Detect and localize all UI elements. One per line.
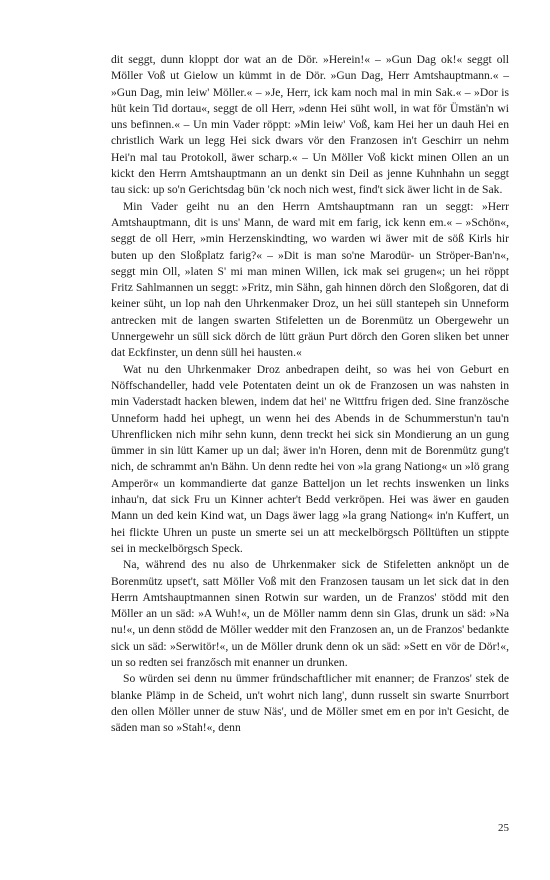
page-number: 25 [498, 822, 509, 834]
paragraph-3: Wat nu den Uhrkenmaker Droz anbedrapen deiht, so was hei von Geburt en Nöffschandeller, hadd vele Potentaten deint un ok de Franzosen un was nahsten in min Vaderstadt hacken blewen, indem dat hei' ne Wittfru frigen ded. Sine französche Unneform hadd hei uphegt, un wenn hei des Abends in de Schummerstun'n tau'n Uhrenflicken nich mihr sehn kunn, denn treckt hei sick sin Mondierung an un gung ümmer in sin lütt Kamer up un dal; äwer in'n Horen, denn mit de Borenmütz gung't nich, de schrammt an'n Bähn. Un denn redte hei von »la grang Nationg« un »lö grang Amperör« un kommandierte dat ganze Batteljon un let rechts inswenken un links inhau'n, dat sick Fru un Kinner achter't Bedd verkröpen. Hei was äwer en gauden Mann un ded kein Kind wat, un Dags äwer lagg »la grang Nationg« in'n Kuffert, un hei flickte Uhren un puste un smerte sei un att meckelbörgsch Pölltüften un stippte sei in meckelbörgsch Speck. [111, 362, 509, 555]
body-text [111, 52, 509, 736]
paragraph-2: Min Vader geiht nu an den Herrn Amtshauptmann ran un seggt: »Herr Amtshauptmann, dit is uns' Mann, de ward mit em farig, ick kenn em.« – »Schön«, seggt de oll Herr, »min Herzenskindting, wo warden wi äwer mit de söß Kirls hir buten up den Sloßplatz farig?« – »Dit is man so'ne Marodür- un Ströper-Ban'n«, seggt min Oll, »laten S' mi man minen Willen, ick mak sei grugen«; un hei röppt Fritz Sahlmannen un seggt: »Fritz, min Sähn, gah hinnen dörch den Sloßgoren, dat di keiner süht, un lop nah den Uhrkenmaker Droz, un hei süll stantepeh sin Unneform antrecken mit de langen swarten Stifeletten un de Borenmütz un Obergewehr un Unnergewehr un süll sick dörch de lütt gräun Purt dörch den Goren sliken bet unner dat Eckfinster, un denn süll hei hausten.« [111, 199, 509, 360]
paragraph-1: dit seggt, dunn kloppt dor wat an de Dör. »Herein!« – »Gun Dag ok!« seggt oll Möller Voß ut Gielow un kümmt in de Dör. »Gun Dag, Herr Amtshauptmann.« – »Gun Dag, min leiw' Möller.« – »Je, Herr, ick kam noch mal in min Sak.« – »Dor is hüt kein Tid dortau«, seggt de oll Herr, »denn Hei süht woll, in wat för Ümstän'n wi uns befinnen.« – Un min Vader röppt: »Min leiw' Voß, kam Hei her un dauh Hei en christlich Wark un legg Hei sick dwars vör den Franzosen in't Geschirr un nehm Hei'n mal tau Protokoll, äwer scharp.« – Un Möller Voß kickt minen Ollen an un kickt den Herrn Amtshauptmann an un denkt sin Deil as jenne Kuhnhahn un seggt tau sick: up so'n Gerichtsdag bün 'ck noch nich west, find't sick äwer licht in de Sak. [111, 53, 509, 197]
paragraph-5: So würden sei denn nu ümmer fründschaftlicher mit enanner; de Franzos' stek de blanke Plämp in de Scheid, un't wohrt nich lang', dunn russelt sin swarte Snurrbort den ollen Möller unner de stuw Näs', und de Möller smet em en por in't Gesicht, de säden man so »Stah!«, denn [111, 672, 509, 735]
paragraph-4: Na, während des nu also de Uhrkenmaker sick de Stifeletten anknöpt un de Borenmütz upset't, satt Möller Voß mit den Franzosen tausam un let sick dat in den Herrn Amtshauptmannen sinen Rotwin sur warden, un de Franzos' stödd mit den Möller an un säd: »A Wuh!«, un de Möller namm denn sin Glas, drunk un säd: »Na nu!«, un denn stödd de Möller wedder mit den Franzosen an, un de Franzos' bedankte sick un säd: »Serwitör!«, un de Möller drunk denn ok un säd: »Sett en vör de Dör!«, un so redten sei franzősch mit enanner un drunken. [111, 558, 509, 669]
